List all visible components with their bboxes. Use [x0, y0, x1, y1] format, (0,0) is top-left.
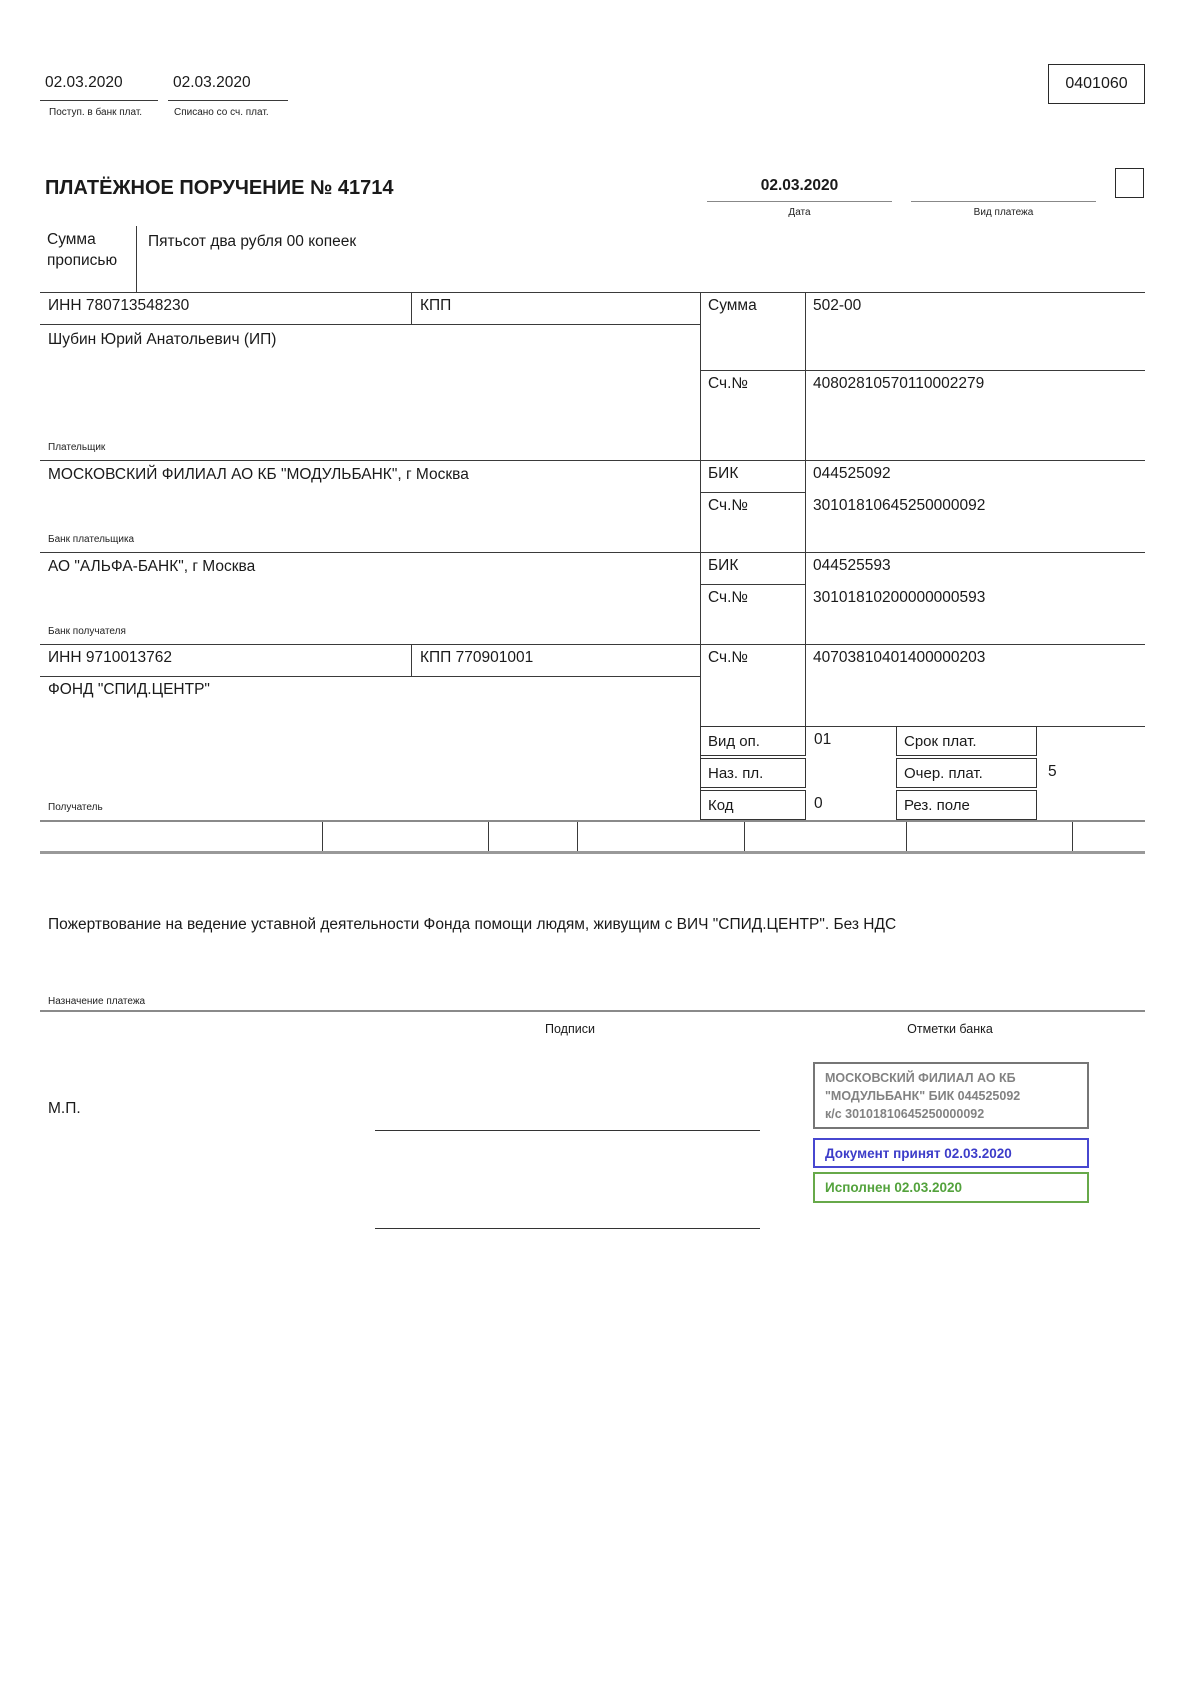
amount-value: 502-00 — [813, 297, 862, 314]
payee-bank-bik: 044525593 — [813, 557, 891, 574]
divider — [322, 822, 323, 852]
payee-kpp: КПП 770901001 — [420, 649, 534, 666]
bank-marks-label: Отметки банка — [907, 1022, 993, 1036]
date-label: Дата — [788, 207, 811, 218]
divider — [40, 1010, 1145, 1012]
priority-value: 5 — [1048, 763, 1057, 780]
bank-stamp-line1: МОСКОВСКИЙ ФИЛИАЛ АО КБ — [825, 1071, 1016, 1085]
payee-account: 40703810401400000203 — [813, 649, 986, 666]
op-type-label-cell: Вид оп. — [700, 726, 806, 756]
stamp-place-label: М.П. — [48, 1100, 81, 1117]
bank-stamp-line3: к/с 30101810645250000092 — [825, 1107, 985, 1122]
payer-label: Плательщик — [48, 442, 106, 453]
payer-bank-bik-label: БИК — [708, 465, 739, 482]
divider — [906, 822, 907, 852]
code-value: 0 — [814, 795, 823, 812]
received-date-underline — [40, 100, 158, 101]
op-type-value: 01 — [814, 731, 832, 748]
payment-type-checkbox — [1115, 168, 1144, 198]
debited-date: 02.03.2020 — [173, 74, 251, 91]
debited-date-label: Списано со сч. плат. — [174, 107, 269, 118]
payer-bank-label: Банк плательщика — [48, 534, 135, 545]
divider — [744, 822, 745, 852]
divider — [1072, 822, 1073, 852]
signature-line — [375, 1130, 760, 1131]
divider — [488, 822, 489, 852]
amount-label: Сумма — [708, 297, 757, 314]
payment-type-underline — [911, 201, 1096, 202]
due-date-label-cell: Срок плат. — [896, 726, 1037, 756]
purpose-label: Назначение платежа — [48, 996, 146, 1007]
payee-bank-label: Банк получателя — [48, 626, 126, 637]
date-underline — [707, 201, 892, 202]
signature-line — [375, 1228, 760, 1229]
payer-account: 40802810570110002279 — [813, 375, 985, 392]
signatures-label: Подписи — [545, 1022, 595, 1036]
executed-stamp: Исполнен 02.03.2020 — [813, 1172, 1089, 1203]
priority-label-cell: Очер. плат. — [896, 758, 1037, 788]
payee-name: ФОНД "СПИД.ЦЕНТР" — [48, 681, 210, 698]
payer-inn: ИНН 780713548230 — [48, 297, 190, 314]
accepted-stamp: Документ принят 02.03.2020 — [813, 1138, 1089, 1168]
divider — [700, 370, 1145, 371]
divider — [700, 492, 805, 493]
divider — [40, 292, 1145, 293]
table-bottom-border — [40, 851, 1145, 854]
payer-name: Шубин Юрий Анатольевич (ИП) — [48, 331, 277, 348]
payee-account-label: Сч.№ — [708, 649, 749, 666]
divider — [40, 552, 1145, 553]
divider — [411, 644, 412, 676]
form-code-box: 0401060 — [1048, 64, 1145, 104]
payer-bank-account-label: Сч.№ — [708, 497, 749, 514]
payer-bank-account: 30101810645250000092 — [813, 497, 986, 514]
payment-type-label: Вид платежа — [973, 207, 1034, 218]
document-title: ПЛАТЁЖНОЕ ПОРУЧЕНИЕ № 41714 — [45, 177, 394, 199]
bank-stamp-line2: "МОДУЛЬБАНК" БИК 044525092 — [825, 1089, 1021, 1104]
amount-words-label: Сумма прописью — [47, 231, 118, 269]
divider — [40, 324, 700, 325]
amount-words: Пятьсот два рубля 00 копеек — [148, 233, 357, 250]
payee-inn: ИНН 9710013762 — [48, 649, 173, 666]
divider — [700, 584, 805, 585]
received-date-label: Поступ. в банк плат. — [49, 107, 143, 118]
document-date: 02.03.2020 — [760, 177, 839, 194]
payee-label: Получатель — [48, 802, 103, 813]
payer-kpp-label: КПП — [420, 297, 452, 314]
bank-stamp — [813, 1062, 1089, 1129]
purpose-code-label-cell: Наз. пл. — [700, 758, 806, 788]
payer-account-label: Сч.№ — [708, 375, 749, 392]
divider — [40, 460, 1145, 461]
divider — [577, 822, 578, 852]
payee-bank-account: 30101810200000000593 — [813, 589, 986, 606]
debited-date-underline — [168, 100, 288, 101]
divider — [40, 820, 1145, 822]
payee-bank-account-label: Сч.№ — [708, 589, 749, 606]
divider — [136, 226, 137, 292]
divider — [805, 292, 806, 726]
purpose-text: Пожертвование на ведение уставной деятельности Фонда помощи людям, живущим с ВИЧ "СПИД.ЦЕНТР". Без НДС — [48, 916, 897, 933]
payer-bank-name: МОСКОВСКИЙ ФИЛИАЛ АО КБ "МОДУЛЬБАНК", г Москва — [48, 466, 469, 483]
payer-bank-bik: 044525092 — [813, 465, 891, 482]
divider — [411, 292, 412, 324]
payee-bank-bik-label: БИК — [708, 557, 739, 574]
reserve-label-cell: Рез. поле — [896, 790, 1037, 820]
divider — [40, 676, 700, 677]
received-in-bank-date: 02.03.2020 — [45, 74, 123, 91]
divider — [40, 644, 1145, 645]
code-label-cell: Код — [700, 790, 806, 820]
payee-bank-name: АО "АЛЬФА-БАНК", г Москва — [48, 558, 256, 575]
